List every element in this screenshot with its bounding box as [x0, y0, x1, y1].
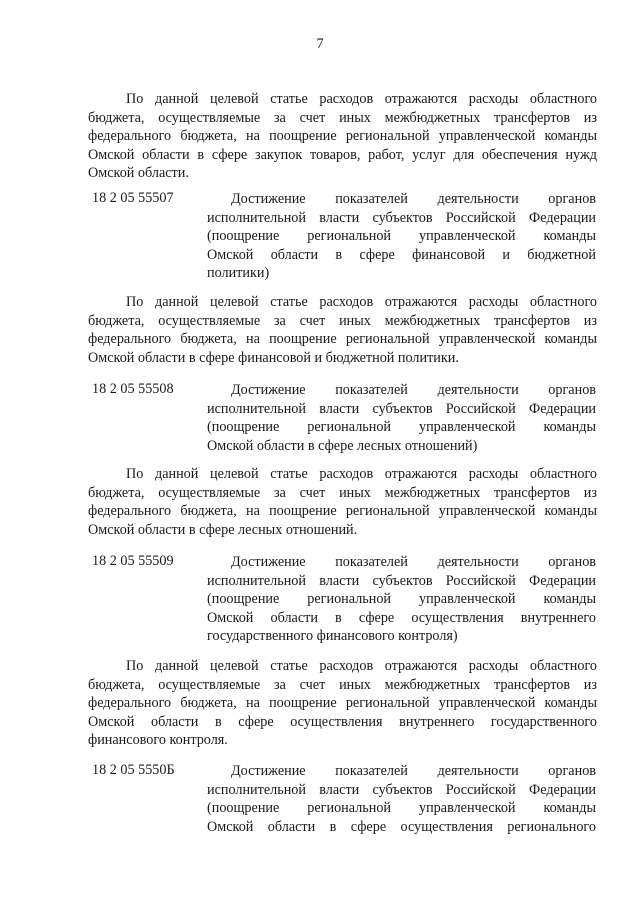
text-line: государственного финансового контроля) [207, 628, 458, 644]
paragraph-55508 [88, 465, 597, 539]
text-line: бюджета, осуществляемые за счет иных межбюджетных трансфертов из [88, 676, 597, 693]
budget-code-55508: 18 2 05 55508 [92, 381, 174, 397]
text-line: федерального бюджета, на поощрение региональной управленческой команды [88, 695, 597, 711]
item-description-55507 [207, 190, 596, 283]
text-line: Достижение показателей деятельности органов [231, 191, 596, 207]
text-line: Омской области в сфере лесных отношений) [207, 437, 478, 454]
text-line: По данной целевой статье расходов отражаются расходы областного [126, 466, 597, 482]
text-line: Достижение показателей деятельности органов [231, 763, 596, 779]
text-line: (поощрение региональной управленческой команды [207, 228, 596, 244]
text-line: исполнительной власти субъектов Российской Федерации [207, 781, 596, 798]
budget-code-55509: 18 2 05 55509 [92, 553, 174, 569]
text-line: исполнительной власти субъектов Российской Федерации [207, 209, 596, 226]
budget-code-5550B: 18 2 05 5550Б [92, 762, 175, 778]
paragraph-55509 [88, 657, 597, 750]
paragraph-intro [88, 90, 597, 183]
text-line: Достижение показателей деятельности органов [231, 382, 596, 398]
item-description-5550B [207, 762, 596, 836]
item-description-55509 [207, 553, 596, 646]
text-line: Достижение показателей деятельности органов [231, 554, 596, 570]
text-line: исполнительной власти субъектов Российской Федерации [207, 572, 596, 589]
text-line: По данной целевой статье расходов отражаются расходы областного [126, 658, 597, 674]
page-number: 7 [316, 36, 324, 52]
text-line: федерального бюджета, на поощрение региональной управленческой команды [88, 128, 597, 144]
text-line: федерального бюджета, на поощрение региональной управленческой команды [88, 331, 597, 347]
text-line: политики) [207, 265, 270, 281]
text-line: (поощрение региональной управленческой команды [207, 800, 596, 816]
text-line: По данной целевой статье расходов отражаются расходы областного [126, 91, 597, 107]
item-description-55508 [207, 381, 596, 455]
text-line: Омской области в сфере закупок товаров, работ, услуг для обеспечения нужд [88, 146, 597, 163]
text-line: (поощрение региональной управленческой команды [207, 419, 596, 435]
text-line: Омской области. [88, 165, 189, 181]
text-line: Омской области в сфере финансовой и бюджетной политики. [88, 349, 459, 366]
text-line: Омской области в сфере лесных отношений. [88, 521, 358, 538]
text-line: бюджета, осуществляемые за счет иных межбюджетных трансфертов из [88, 484, 597, 501]
paragraph-55507 [88, 293, 597, 367]
text-line: федерального бюджета, на поощрение региональной управленческой команды [88, 503, 597, 519]
text-line: Омской области в сфере финансовой и бюджетной [207, 246, 596, 263]
text-line: Омской области в сфере осуществления внутреннего государственного [88, 713, 597, 730]
text-line: По данной целевой статье расходов отражаются расходы областного [126, 294, 597, 310]
budget-code-55507: 18 2 05 55507 [92, 190, 174, 206]
text-line: (поощрение региональной управленческой команды [207, 591, 596, 607]
text-line: Омской области в сфере осуществления регионального [207, 818, 596, 835]
text-line: Омской области в сфере осуществления внутреннего [207, 609, 596, 626]
text-line: бюджета, осуществляемые за счет иных межбюджетных трансфертов из [88, 312, 597, 329]
text-line: исполнительной власти субъектов Российской Федерации [207, 400, 596, 417]
text-line: бюджета, осуществляемые за счет иных межбюджетных трансфертов из [88, 109, 597, 126]
text-line: финансового контроля. [88, 732, 228, 748]
